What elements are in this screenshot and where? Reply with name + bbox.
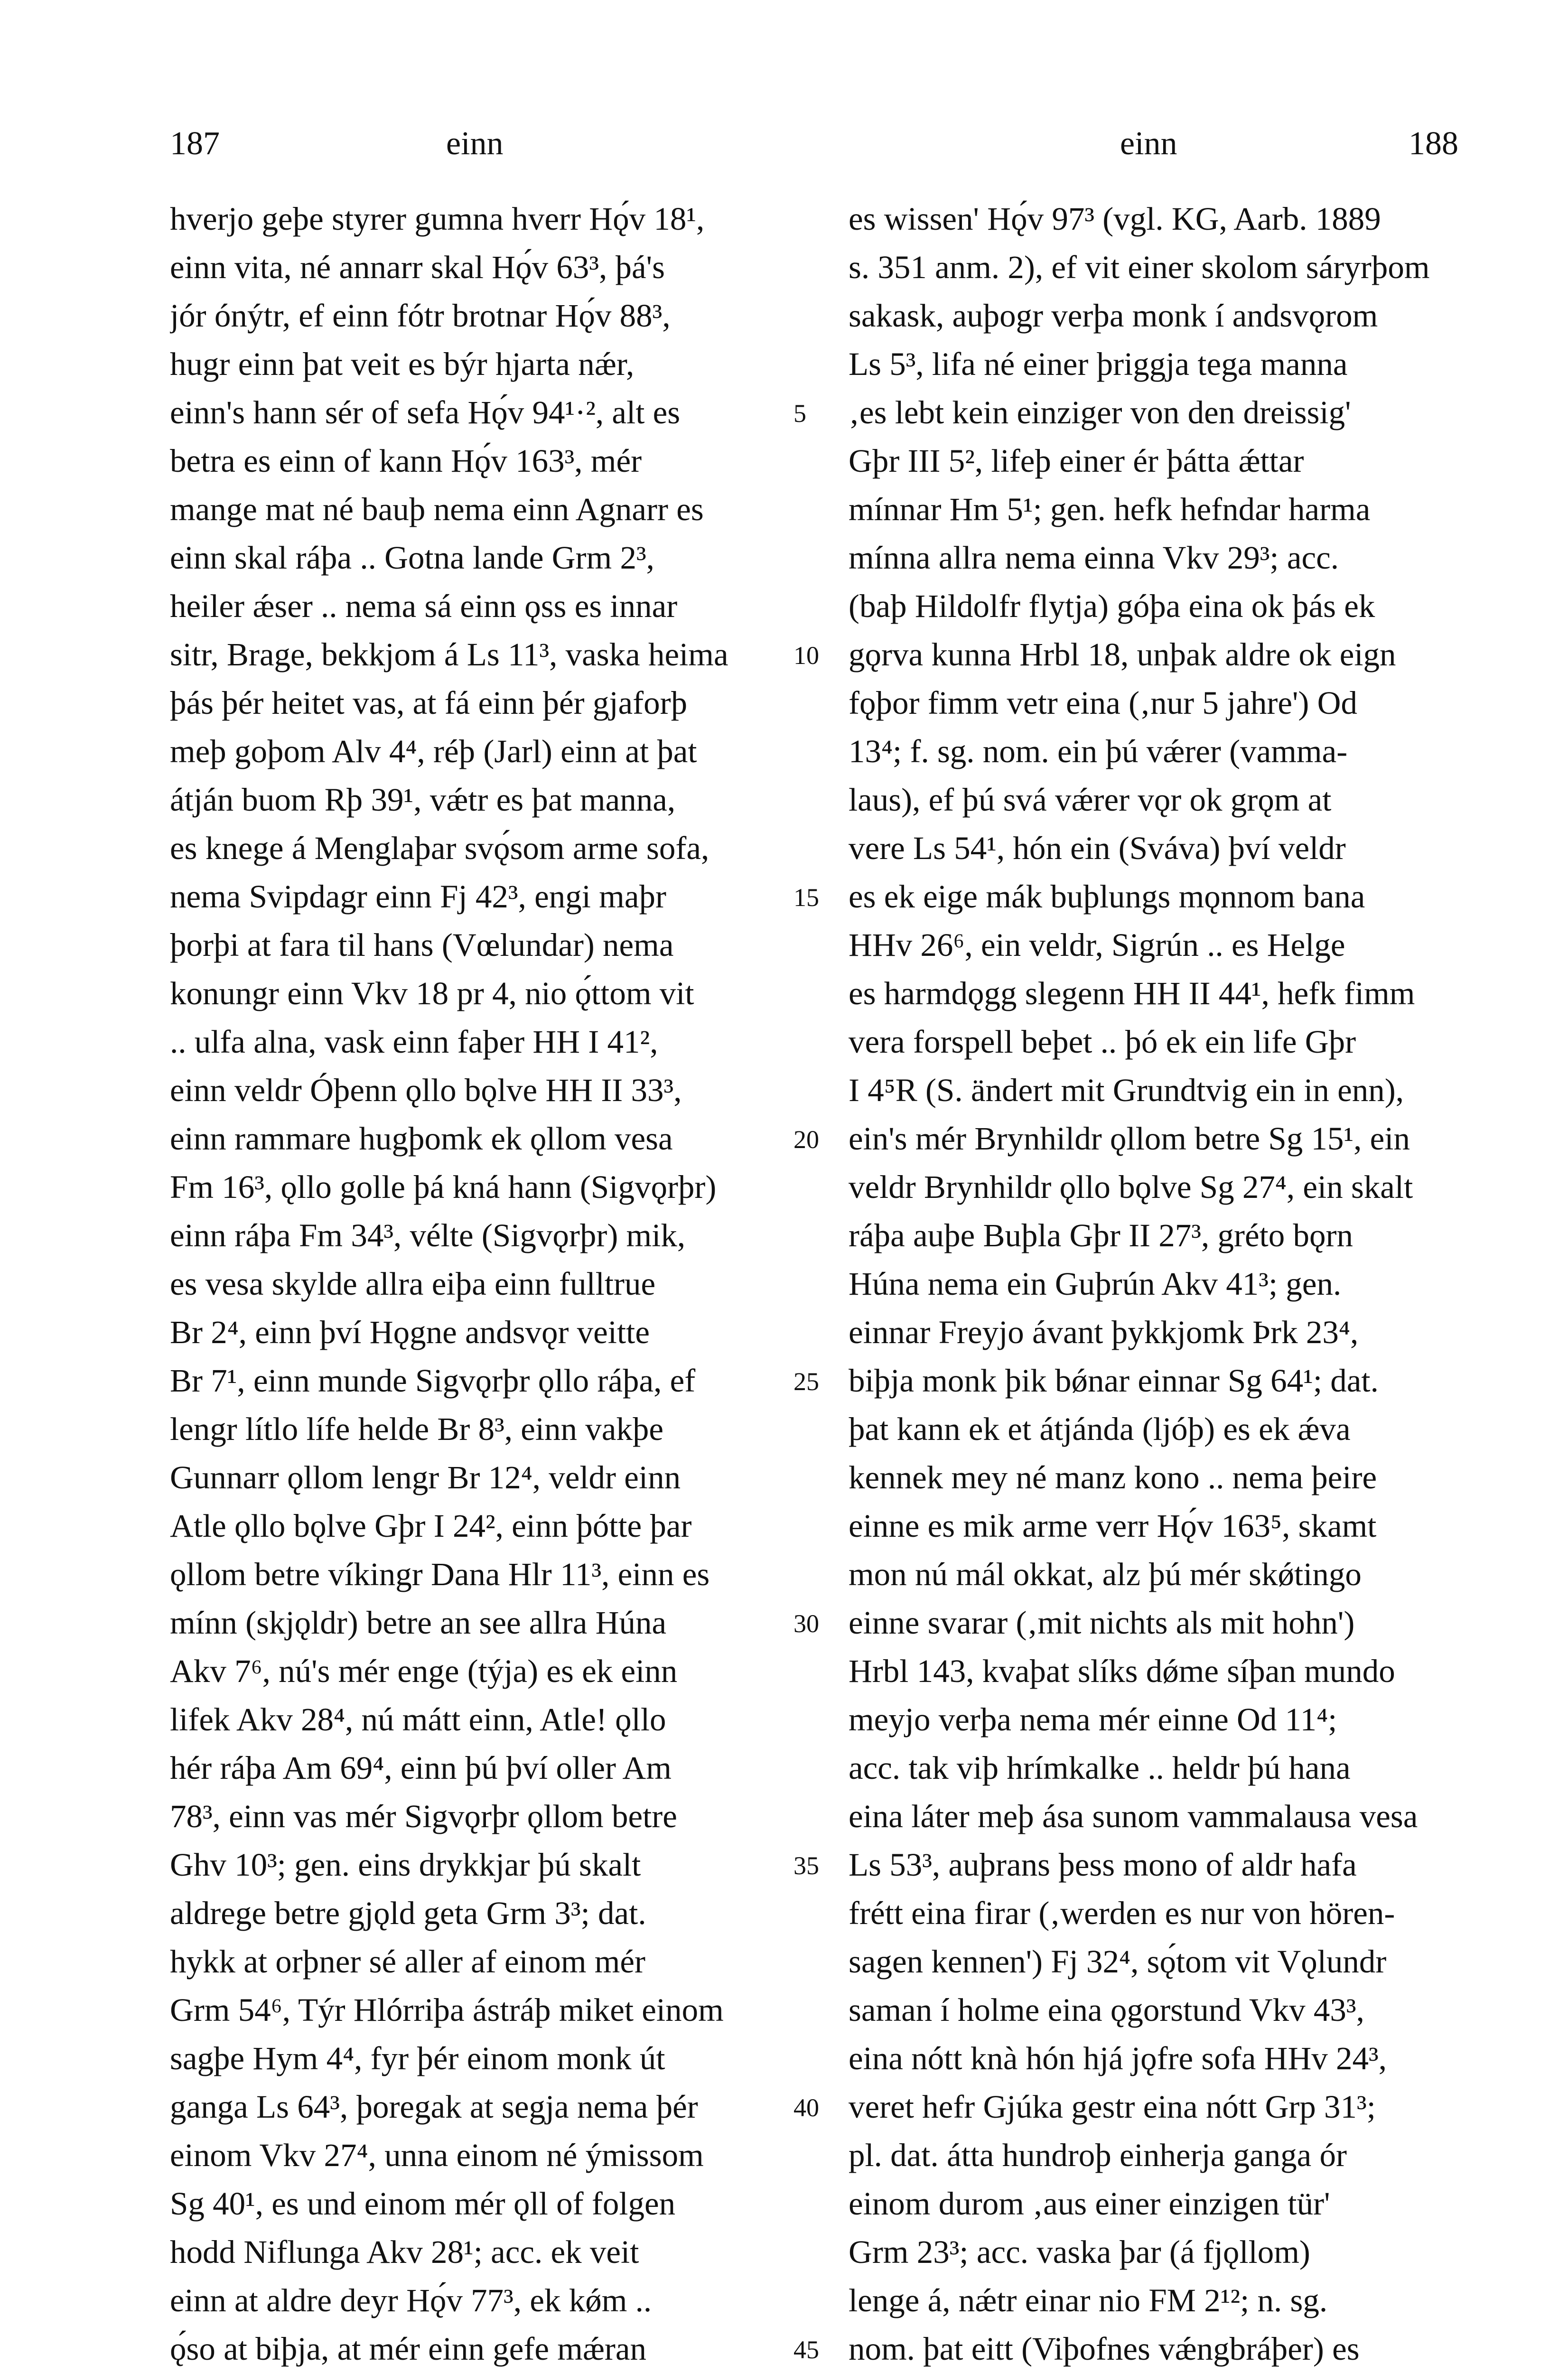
left-column-line: einn vita, né annarr skal Hǫ́v 63³, þá's bbox=[170, 249, 665, 285]
right-column-line: gǫrva kunna Hrbl 18, unþak aldre ok eign bbox=[849, 636, 1396, 673]
right-column-line: þat kann ek et átjánda (ljóþ) es ek ǽva bbox=[849, 1411, 1351, 1447]
left-column-line: meþ goþom Alv 4⁴, réþ (Jarl) einn at þat bbox=[170, 733, 697, 769]
right-column-line: kennek mey né manz kono .. nema þeire bbox=[849, 1459, 1377, 1495]
right-column-line: es harmdǫgg slegenn HH II 44¹, hefk fimm bbox=[849, 975, 1415, 1011]
right-column-line: sagen kennen') Fj 32⁴, sǫ́tom vit Vǫlundr bbox=[849, 1943, 1387, 1980]
right-column-line: ‚es lebt kein einziger von den dreissig' bbox=[849, 394, 1351, 430]
right-column-line: mínnar Hm 5¹; gen. hefk hefndar harma bbox=[849, 491, 1371, 527]
line-number: 45 bbox=[793, 2336, 819, 2364]
left-column-line: mange mat né bauþ nema einn Agnarr es bbox=[170, 491, 704, 527]
right-column-line: lenge á, nǽtr einar nio FM 2¹²; n. sg. bbox=[849, 2282, 1328, 2318]
line-number: 20 bbox=[793, 1125, 819, 1154]
left-column-line: einn skal ráþa .. Gotna lande Grm 2³, bbox=[170, 540, 654, 576]
left-column-line: Sg 40¹, es und einom mér ǫll of folgen bbox=[170, 2186, 676, 2222]
right-column-line: einom durom ‚aus einer einzigen tür' bbox=[849, 2186, 1330, 2222]
left-column-line: lengr lítlo lífe helde Br 8³, einn vakþe bbox=[170, 1411, 664, 1447]
left-page-number: 187 bbox=[170, 125, 220, 162]
left-column-line: Grm 54⁶, Týr Hlórriþa ástráþ miket einom bbox=[170, 1992, 724, 2028]
left-column-line: ǫ́so at biþja, at mér einn gefe mǽran bbox=[170, 2331, 647, 2367]
right-column-line: eina láter meþ ása sunom vammalausa vesa bbox=[849, 1798, 1418, 1834]
right-column-line: Gþr III 5², lifeþ einer ér þátta ǽttar bbox=[849, 443, 1304, 479]
right-column-line: ein's mér Brynhildr ǫllom betre Sg 15¹, ein bbox=[849, 1121, 1410, 1157]
left-column-line: ǫllom betre víkingr Dana Hlr 11³, einn es bbox=[170, 1556, 710, 1592]
right-column-line: Grm 23³; acc. vaska þar (á fjǫllom) bbox=[849, 2234, 1310, 2270]
left-column-line: einn rammare hugþomk ek ǫllom vesa bbox=[170, 1121, 673, 1157]
left-column-line: sagþe Hym 4⁴, fyr þér einom monk út bbox=[170, 2040, 665, 2076]
right-column-line: einne es mik arme verr Hǫ́v 163⁵, skamt bbox=[849, 1508, 1377, 1544]
left-column-line: Br 7¹, einn munde Sigvǫrþr ǫllo ráþa, ef bbox=[170, 1363, 696, 1399]
right-column-line: Hrbl 143, kvaþat slíks dǿme síþan mundo bbox=[849, 1653, 1395, 1689]
left-column-line: Ghv 10³; gen. eins drykkjar þú skalt bbox=[170, 1847, 641, 1883]
right-column-line: einnar Freyjo ávant þykkjomk Þrk 23⁴, bbox=[849, 1314, 1359, 1350]
right-column-line: veldr Brynhildr ǫllo bǫlve Sg 27⁴, ein skalt bbox=[849, 1169, 1413, 1205]
left-column-line: hugr einn þat veit es býr hjarta nǽr, bbox=[170, 346, 635, 382]
line-number: 40 bbox=[793, 2093, 819, 2122]
left-column-line: hodd Niflunga Akv 28¹; acc. ek veit bbox=[170, 2234, 639, 2270]
right-column-line: sakask, auþogr verþa monk í andsvǫrom bbox=[849, 298, 1378, 334]
left-column-line: einn's hann sér of sefa Hǫ́v 94¹·², alt es bbox=[170, 394, 681, 430]
right-column-line: Húna nema ein Guþrún Akv 41³; gen. bbox=[849, 1266, 1342, 1302]
left-column-line: heiler ǽser .. nema sá einn ǫss es innar bbox=[170, 588, 678, 624]
right-column-line: nom. þat eitt (Viþofnes vǽngbráþer) es bbox=[849, 2331, 1360, 2367]
line-number: 10 bbox=[793, 641, 819, 670]
line-number: 15 bbox=[793, 883, 819, 912]
left-column-line: ganga Ls 64³, þoregak at segja nema þér bbox=[170, 2089, 698, 2125]
left-column bbox=[170, 195, 796, 2373]
left-column-line: 78³, einn vas mér Sigvǫrþr ǫllom betre bbox=[170, 1798, 677, 1834]
right-column-line: mon nú mál okkat, alz þú mér skǿtingo bbox=[849, 1556, 1362, 1592]
right-column-line: laus), ef þú svá vǽrer vǫr ok grǫm at bbox=[849, 782, 1332, 818]
left-column-line: mínn (skjǫldr) betre an see allra Húna bbox=[170, 1605, 667, 1641]
right-column-line: ráþa auþe Buþla Gþr II 27³, gréto bǫrn bbox=[849, 1217, 1353, 1253]
line-number: 30 bbox=[793, 1609, 819, 1638]
left-column-line: Br 2⁴, einn því Hǫgne andsvǫr veitte bbox=[170, 1314, 650, 1350]
right-column-line: Ls 53³, auþrans þess mono of aldr hafa bbox=[849, 1847, 1357, 1883]
left-column-line: Atle ǫllo bǫlve Gþr I 24², einn þótte þar bbox=[170, 1508, 692, 1544]
right-column-line: I 4⁵R (S. ändert mit Grundtvig ein in enn), bbox=[849, 1072, 1404, 1108]
left-column-line: Fm 16³, ǫllo golle þá kná hann (Sigvǫrþr) bbox=[170, 1169, 717, 1205]
left-column-line: átján buom Rþ 39¹, vǽtr es þat manna, bbox=[170, 782, 676, 818]
left-column-line: konungr einn Vkv 18 pr 4, nio ǫ́ttom vit bbox=[170, 975, 694, 1011]
right-column-line: es wissen' Hǫ́v 97³ (vgl. KG, Aarb. 1889 bbox=[849, 201, 1381, 237]
left-column-line: sitr, Brage, bekkjom á Ls 11³, vaska heima bbox=[170, 636, 728, 673]
right-headword: einn bbox=[1120, 125, 1177, 162]
right-column-line: frétt eina firar (‚werden es nur von hören- bbox=[849, 1895, 1395, 1931]
left-column-line: es knege á Menglaþar svǫ́som arme sofa, bbox=[170, 830, 709, 866]
right-column-line: 13⁴; f. sg. nom. ein þú vǽrer (vamma- bbox=[849, 733, 1348, 769]
right-column-line: eina nótt knà hón hjá jǫfre sofa HHv 24³, bbox=[849, 2040, 1387, 2076]
left-column-line: Akv 7⁶, nú's mér enge (týja) es ek einn bbox=[170, 1653, 678, 1689]
left-column-line: einn veldr Óþenn ǫllo bǫlve HH II 33³, bbox=[170, 1072, 682, 1108]
left-column-line: es vesa skylde allra eiþa einn fulltrue bbox=[170, 1266, 656, 1302]
right-column-line: vere Ls 54¹, hón ein (Sváva) því veldr bbox=[849, 830, 1346, 866]
line-number: 25 bbox=[793, 1367, 819, 1396]
line-number: 35 bbox=[793, 1851, 819, 1880]
right-column-line: veret hefr Gjúka gestr eina nótt Grp 31³; bbox=[849, 2089, 1376, 2125]
right-column-line: saman í holme eina ǫgorstund Vkv 43³, bbox=[849, 1992, 1364, 2028]
right-column-line: s. 351 anm. 2), ef vit einer skolom sáryrþom bbox=[849, 249, 1430, 285]
left-column-line: Gunnarr ǫllom lengr Br 12⁴, veldr einn bbox=[170, 1459, 681, 1495]
left-headword: einn bbox=[446, 125, 504, 162]
left-column-line: þás þér heitet vas, at fá einn þér gjaforþ bbox=[170, 685, 688, 721]
right-page-number: 188 bbox=[1409, 125, 1458, 162]
left-column-line: þorþi at fara til hans (Vœlundar) nema bbox=[170, 927, 674, 963]
left-column-line: einn ráþa Fm 34³, vélte (Sigvǫrþr) mik, bbox=[170, 1217, 686, 1253]
left-column-line: lifek Akv 28⁴, nú mátt einn, Atle! ǫllo bbox=[170, 1701, 666, 1738]
line-number: 5 bbox=[793, 399, 806, 428]
left-column-line: hér ráþa Am 69⁴, einn þú því oller Am bbox=[170, 1750, 672, 1786]
right-column-line: meyjo verþa nema mér einne Od 11⁴; bbox=[849, 1701, 1337, 1738]
left-column-line: jór ónýtr, ef einn fótr brotnar Hǫ́v 88³, bbox=[170, 298, 671, 334]
right-column-line: Ls 5³, lifa né einer þriggja tega manna bbox=[849, 346, 1348, 382]
left-column-line: einn at aldre deyr Hǫ́v 77³, ek kǿm .. bbox=[170, 2282, 652, 2318]
right-column-line: pl. dat. átta hundroþ einherja ganga ór bbox=[849, 2137, 1347, 2173]
right-column-line: mínna allra nema einna Vkv 29³; acc. bbox=[849, 540, 1339, 576]
left-column-line: hykk at orþner sé aller af einom mér bbox=[170, 1943, 646, 1980]
left-column-line: aldrege betre gjǫld geta Grm 3³; dat. bbox=[170, 1895, 646, 1931]
right-column-line: einne svarar (‚mit nichts als mit hohn') bbox=[849, 1605, 1355, 1641]
right-column-line: (baþ Hildolfr flytja) góþa eina ok þás ek bbox=[849, 588, 1375, 624]
right-column-line: vera forspell beþet .. þó ek ein life Gþr bbox=[849, 1024, 1356, 1060]
right-column-line: HHv 26⁶, ein veldr, Sigrún .. es Helge bbox=[849, 927, 1345, 963]
left-column-line: hverjo geþe styrer gumna hverr Hǫ́v 18¹, bbox=[170, 201, 705, 237]
left-column-line: nema Svipdagr einn Fj 42³, engi maþr bbox=[170, 878, 666, 915]
right-column-line: fǫþor fimm vetr eina (‚nur 5 jahre') Od bbox=[849, 685, 1357, 721]
left-column-line: betra es einn of kann Hǫ́v 163³, mér bbox=[170, 443, 642, 479]
left-column-line: einom Vkv 27⁴, unna einom né ýmissom bbox=[170, 2137, 704, 2173]
right-column-line: acc. tak viþ hrímkalke .. heldr þú hana bbox=[849, 1750, 1351, 1786]
right-column-line: biþja monk þik bǿnar einnar Sg 64¹; dat. bbox=[849, 1363, 1379, 1399]
right-column bbox=[849, 195, 1475, 2373]
right-column-line: es ek eige mák buþlungs mǫnnom bana bbox=[849, 878, 1365, 915]
left-column-line: .. ulfa alna, vask einn faþer HH I 41², bbox=[170, 1024, 658, 1060]
